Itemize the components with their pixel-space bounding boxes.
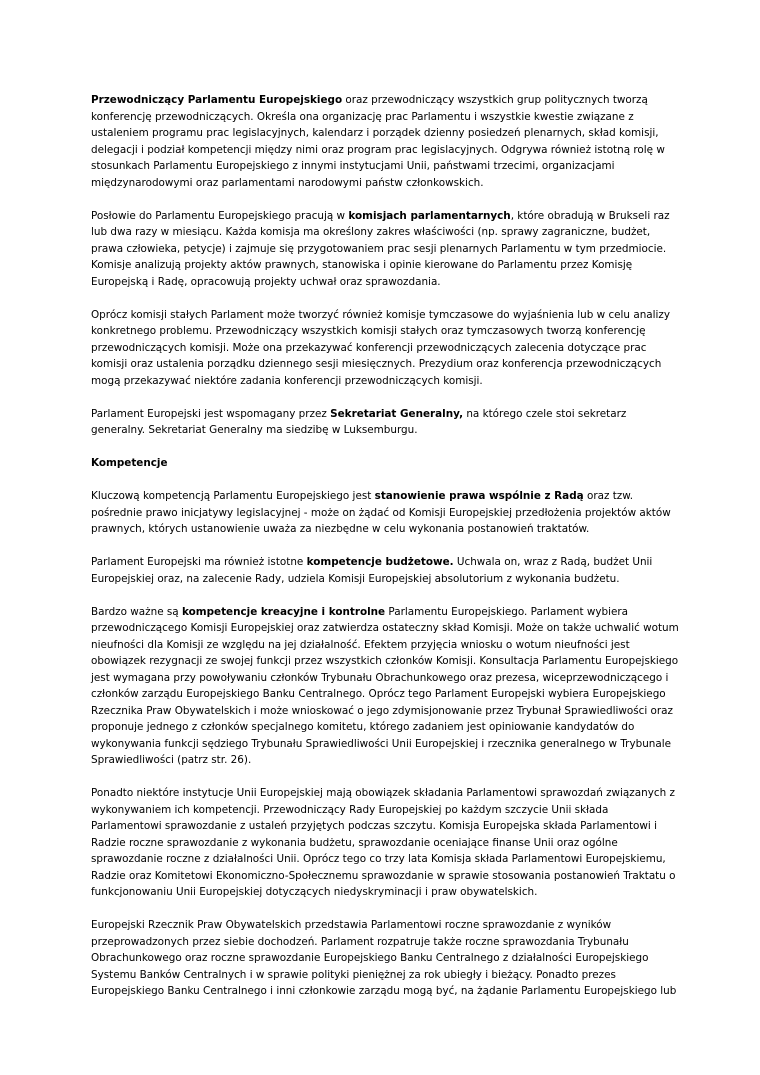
bold-term: kompetencje kreacyjne i kontrolne (181, 605, 386, 618)
bold-term: Przewodniczący Parlamentu Europejskiego (91, 94, 343, 106)
document-page (91, 92, 681, 1016)
paragraph-budget-powers (91, 554, 681, 587)
paragraph-text: Parlament Europejski jest wspomagany przez (91, 407, 331, 420)
paragraph-text: oraz tzw. pośrednie prawo inicjatywy legislacyjnej - może on żądać od Komisji Europejskiej przedłożenia projektów aktów prawnych, których ustanowienie uważa za niezbędne w celu wykonania postanowień traktatów. (91, 490, 671, 535)
bold-term: komisjach parlamentarnych (348, 209, 511, 222)
paragraph-text: Kluczową kompetencją Parlamentu Europejskiego jest (91, 490, 375, 502)
paragraph-secretariat (91, 406, 681, 439)
paragraph-ombudsman-reports (91, 917, 681, 1000)
paragraph-text: Parlamentu Europejskiego. Parlament wybiera przewodniczącego Komisji Europejskiej oraz zatwierdza ostateczny skład Komisji. Może on także uchwalić wotum nieufności dla Komisji ze względu na jej działalność. Efektem przyjęcia wniosku o wotum nieufności jest obowiązek rezygnacji ze swojej funkcji przez wszystkich członków Komisji. Konsultacja Parlamentu Europejskiego jest wymagana przy powoływaniu członków Trybunału Obrachunkowego oraz prezesa, wiceprzewodniczącego i członków zarządu Europejskiego Banku Centralnego. Oprócz tego Parlament Europejski wybiera Europejskiego Rzecznika Praw Obywatelskich i może wnioskować o jego zdymisjonowanie przez Trybunał Sprawiedliwości oraz proponuje jednego z członków specjalnego komitetu, którego zadaniem jest opiniowanie kandydatów do wykonywania funkcji sędziego Trybunału Sprawiedliwości Unii Europejskiej i rzecznika generalnego w Trybunale Sprawiedliwości (patrz str. 26). (91, 605, 679, 766)
paragraph-text: Bardzo ważne są (91, 605, 182, 618)
bold-term: Sekretariat Generalny, (330, 407, 464, 420)
bold-term: kompetencje budżetowe. (306, 556, 454, 568)
paragraph-reports (91, 785, 681, 901)
paragraph-text: , które obradują w Brukseli raz lub dwa razy w miesiącu. Każda komisja ma określony zakres właściwości (np. sprawy zagraniczne, budżet, prawa człowieka, petycje) i zajmuje się przygotowaniem prac sesji plenarnych Parlamentu w tym przedmiocie. Komisje analizują projekty aktów prawnych, stanowiska i opinie kierowane do Parlamentu przez Komisję Europejską i Radę, opracowują projekty uchwał oraz sprawozdania. (91, 209, 670, 288)
paragraph-text: Parlament Europejski ma również istotne (91, 556, 307, 568)
paragraph-parliamentary-committees (91, 208, 681, 291)
paragraph-temporary-committees (91, 307, 681, 390)
paragraph-text: Ponadto niektóre instytucje Unii Europejskiej mają obowiązek składania Parlamentowi sprawozdań związanych z wykonywaniem ich kompetencji. Przewodniczący Rady Europejskiej po każdym szczycie Unii składa Parlamentowi sprawozdanie z ustaleń przyjętych podczas szczytu. Komisja Europejska składa Parlamentowi i Radzie roczne sprawozdanie z wykonania budżetu, sprawozdanie oceniające finanse Unii oraz ogólne sprawozdanie roczne z działalności Unii. Oprócz tego co trzy lata Komisja składa Parlamentowi Europejskiemu, Radzie oraz Komitetowi Ekonomiczno-Społecznemu sprawozdanie w sprawie stosowania postanowień Traktatu o funkcjonowaniu Unii Europejskiej dotyczących niedyskryminacji i praw obywatelskich. (91, 787, 676, 898)
paragraph-text: Posłowie do Parlamentu Europejskiego pracują w (91, 209, 349, 222)
paragraph-text: Uchwala on, wraz z Radą, budżet Unii Europejskiej oraz, na zalecenie Rady, udziela Komisji Europejskiej absolutorium z wykonania budżetu. (91, 556, 653, 585)
paragraph-conference-of-presidents (91, 92, 681, 191)
paragraph-control-powers (91, 604, 681, 769)
section-heading: Kompetencje (91, 457, 168, 469)
paragraph-text: Oprócz komisji stałych Parlament może tworzyć również komisje tymczasowe do wyjaśnienia lub w celu analizy konkretnego problemu. Przewodniczący wszystkich komisji stałych oraz tymczasowych tworzą konferencję przewodniczących komisji. Może ona przekazywać konferencji przewodniczących zalecenia dotyczące prac komisji oraz ustalenia porządku dziennego sesji miesięcznych. Prezydium oraz konferencja przewodniczących mogą przekazywać niektóre zadania konferencji przewodniczących komisji. (91, 308, 671, 387)
paragraph-text: oraz przewodniczący wszystkich grup politycznych tworzą konferencję przewodniczących. Określa ona organizację prac Parlamentu i wszystkie kwestie związane z ustaleniem programu prac legislacyjnych, kalendarz i porządek dzienny posiedzeń plenarnych, skład komisji, delegacji i podział kompetencji między nimi oraz program prac legislacyjnych. Odgrywa również istotną rolę w stosunkach Parlamentu Europejskiego z innymi instytucjami Unii, państwami trzecimi, organizacjami międzynarodowymi oraz parlamentami narodowymi państw członkowskich. (91, 94, 665, 189)
bold-term: stanowienie prawa wspólnie z Radą (374, 490, 584, 502)
paragraph-legislative-powers (91, 488, 681, 538)
paragraph-text: na którego czele stoi sekretarz generalny. Sekretariat Generalny ma siedzibę w Luksemburgu. (91, 407, 627, 436)
paragraph-text: Europejski Rzecznik Praw Obywatelskich przedstawia Parlamentowi roczne sprawozdanie z wyników przeprowadzonych przez siebie dochodzeń. Parlament rozpatruje także roczne sprawozdania Trybunału Obrachunkowego oraz roczne sprawozdanie Europejskiego Banku Centralnego z działalności Europejskiego Systemu Banków Centralnych i w sprawie polityki pieniężnej za rok ubiegły i bieżący. Ponadto prezes Europejskiego Banku Centralnego i inni członkowie zarządu mogą być, na żądanie Parlamentu Europejskiego lub (91, 919, 677, 997)
